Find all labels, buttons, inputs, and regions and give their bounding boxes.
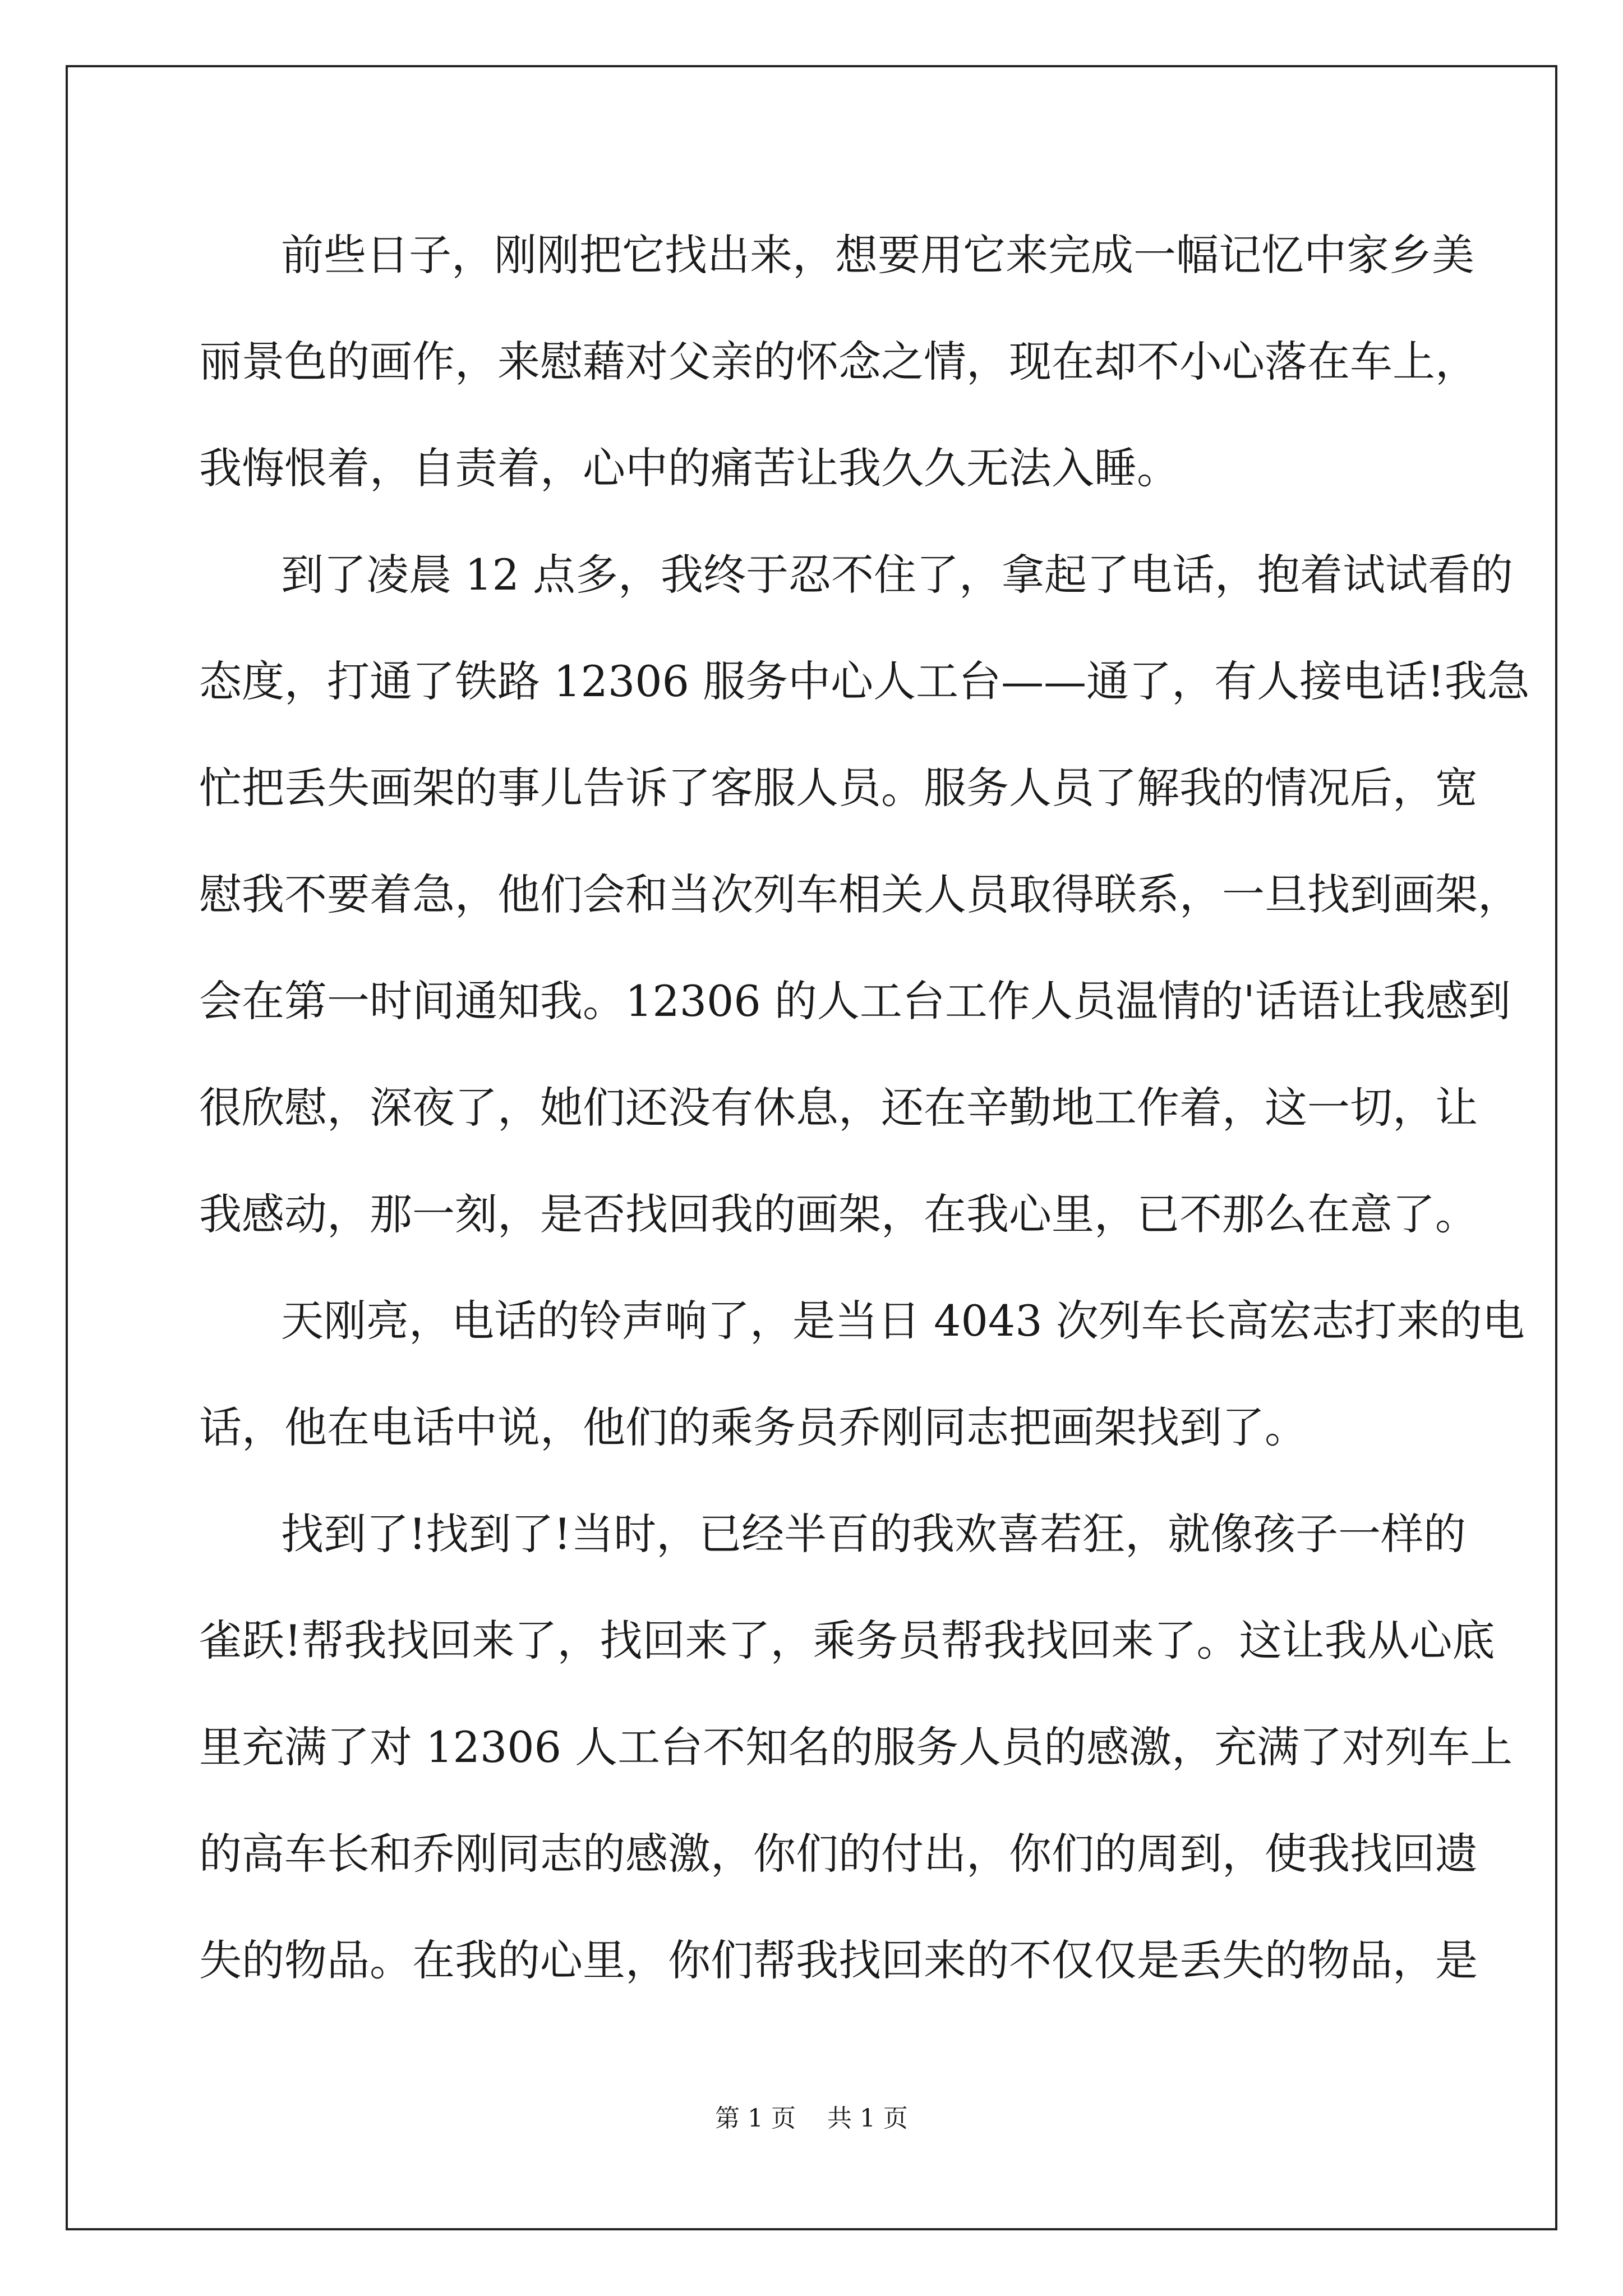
text-line: 前些日子，刚刚把它找出来，想要用它来完成一幅记忆中家乡美 [281, 230, 1474, 280]
text-line: 找到了!找到了!当时，已经半百的我欢喜若狂，就像孩子一样的 [281, 1509, 1467, 1559]
text-line: 话，他在电话中说，他们的乘务员乔刚同志把画架找到了。 [199, 1402, 1307, 1452]
text-line: 到了凌晨 12 点多，我终于忍不住了，拿起了电话，抱着试试看的 [281, 550, 1514, 600]
page-footer: 第 1 页 共 1 页 [715, 2104, 908, 2133]
text-line: 忙把丢失画架的事儿告诉了客服人员。服务人员了解我的情况后，宽 [199, 763, 1478, 813]
text-line: 态度，打通了铁路 12306 服务中心人工台——通了，有人接电话!我急 [199, 656, 1530, 706]
text-line: 里充满了对 12306 人工台不知名的服务人员的感激，充满了对列车上 [199, 1722, 1513, 1772]
text-line: 会在第一时间通知我。12306 的人工台工作人员温情的'话语让我感到 [199, 976, 1511, 1026]
text-line: 失的物品。在我的心里，你们帮我找回来的不仅仅是丢失的物品，是 [199, 1935, 1478, 1985]
text-line: 我感动，那一刻，是否找回我的画架，在我心里，已不那么在意了。 [199, 1189, 1478, 1239]
text-line: 丽景色的画作，来慰藉对父亲的怀念之情，现在却不小心落在车上， [199, 337, 1478, 386]
text-line: 天刚亮，电话的铃声响了，是当日 4043 次列车长高宏志打来的电 [281, 1296, 1525, 1346]
text-line: 的高车长和乔刚同志的感激，你们的付出，你们的周到，使我找回遗 [199, 1829, 1478, 1879]
text-line: 很欣慰，深夜了，她们还没有休息，还在辛勤地工作着，这一切，让 [199, 1083, 1478, 1133]
text-line: 雀跃!帮我找回来了，找回来了，乘务员帮我找回来了。这让我从心底 [199, 1616, 1495, 1665]
text-line: 慰我不要着急，他们会和当次列车相关人员取得联系，一旦找到画架， [199, 869, 1520, 919]
text-line: 我悔恨着，自责着，心中的痛苦让我久久无法入睡。 [199, 443, 1179, 493]
document-body [199, 202, 1530, 2014]
